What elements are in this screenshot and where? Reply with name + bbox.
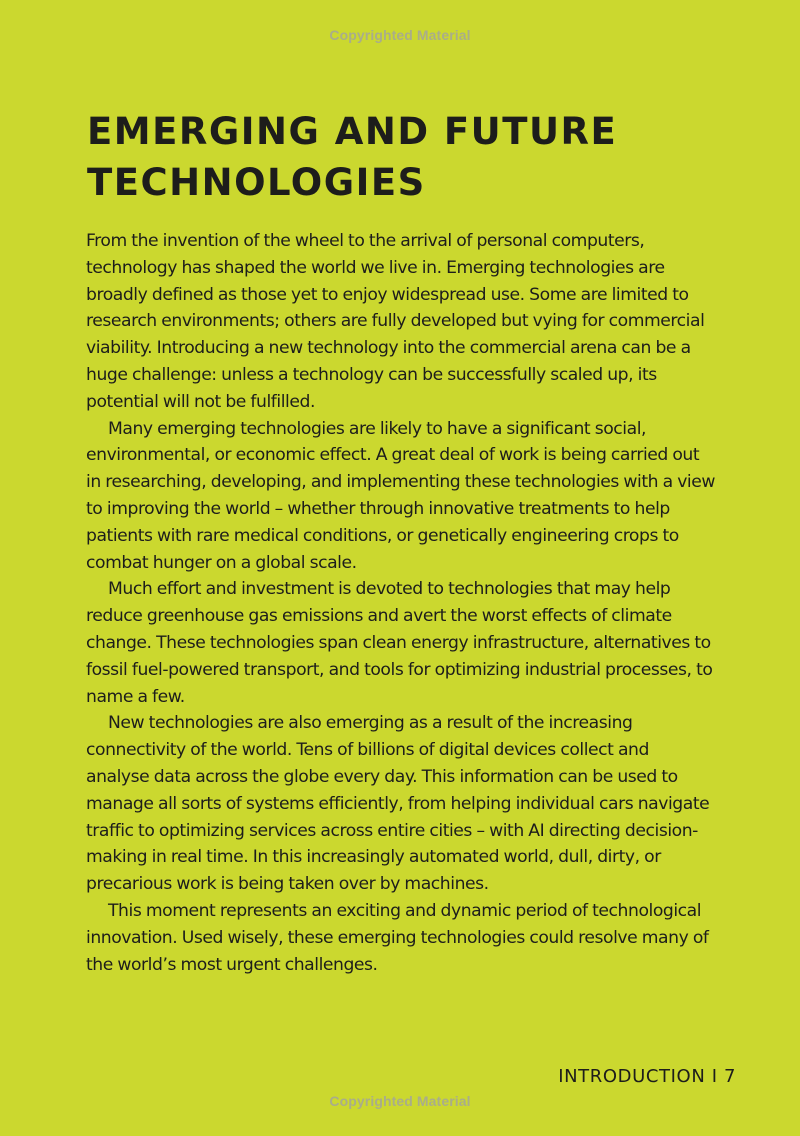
body-text [86, 228, 716, 978]
paragraph: New technologies are also emerging as a result of the increasing connectivity of the world. Tens of billions of digital devices collect and analyse data across the globe every day. This information can be used to manage all sorts of systems efficiently, from helping individual cars navigate traffic to optimizing services across entire cities – with AI directing decision-making in real time. In this increasingly automated world, dull, dirty, or precarious work is being taken over by machines. [86, 713, 710, 895]
paragraph: Much effort and investment is devoted to technologies that may help reduce greenhouse gas emissions and avert the worst effects of climate change. These technologies span clean energy infrastructure, alternatives to fossil fuel-powered transport, and tools for optimizing industrial processes, to name a few. [86, 579, 713, 707]
copyright-watermark-bottom: Copyrighted Material [329, 1093, 471, 1109]
copyright-watermark-top: Copyrighted Material [329, 27, 471, 43]
page-footer: INTRODUCTION I 7 [558, 1066, 736, 1087]
paragraph: From the invention of the wheel to the arrival of personal computers, technology has shaped the world we live in. Emerging technologies are broadly defined as those yet to enjoy widespread use. Some are limited to research environments; others are fully developed but vying for commercial viability. Introducing a new technology into the commercial arena can be a huge challenge: unless a technology can be successfully scaled up, its potential will not be fulfilled. [86, 231, 705, 412]
paragraph: This moment represents an exciting and dynamic period of technological innovation. Used wisely, these emerging technologies could resolve many of the world’s most urgent challenges. [86, 900, 709, 975]
page-title: EMERGING AND FUTURE TECHNOLOGIES [87, 110, 618, 204]
paragraph: Many emerging technologies are likely to have a significant social, environmental, or economic effect. A great deal of work is being carried out in researching, developing, and implementing these technologies with a view to improving the world – whether through innovative treatments to help patients with rare medical conditions, or genetically engineering crops to combat hunger on a global scale. [86, 418, 715, 573]
